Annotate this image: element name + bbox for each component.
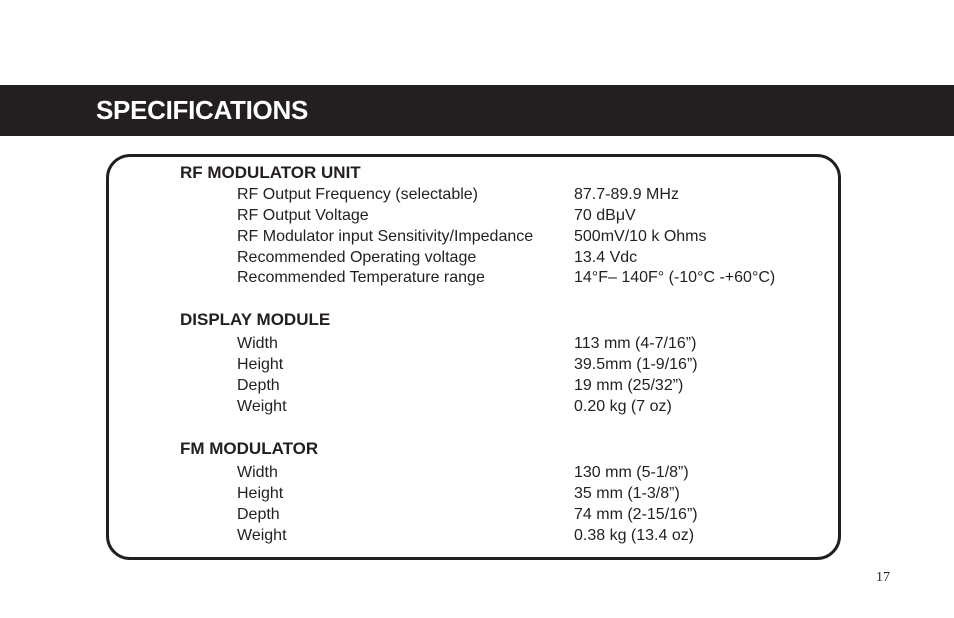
spec-row-rf-output-voltage bbox=[0, 206, 954, 227]
spec-row-display-width bbox=[0, 334, 954, 355]
spec-label: RF Output Voltage bbox=[237, 207, 369, 224]
spec-value: 113 mm (4-7/16”) bbox=[574, 335, 697, 352]
section-title-display-module: DISPLAY MODULE bbox=[180, 310, 331, 329]
spec-value: 70 dBμV bbox=[574, 207, 636, 224]
spec-row-fm-height bbox=[0, 484, 954, 505]
spec-value: 500mV/10 k Ohms bbox=[574, 228, 707, 245]
spec-label: Depth bbox=[237, 506, 280, 523]
spec-label: Recommended Temperature range bbox=[237, 269, 485, 286]
spec-row-temperature-range bbox=[0, 268, 954, 289]
spec-value: 14°F– 140F° (-10°C -+60°C) bbox=[574, 269, 776, 286]
spec-row-fm-depth bbox=[0, 505, 954, 526]
spec-row-display-weight bbox=[0, 397, 954, 418]
spec-label: Height bbox=[237, 485, 284, 502]
spec-value: 0.20 kg (7 oz) bbox=[574, 398, 672, 415]
spec-row-display-height bbox=[0, 355, 954, 376]
spec-label: Width bbox=[237, 464, 278, 481]
spec-row-rf-input-sensitivity bbox=[0, 227, 954, 248]
spec-value: 13.4 Vdc bbox=[574, 249, 638, 266]
spec-label: RF Modulator input Sensitivity/Impedance bbox=[237, 228, 534, 245]
spec-value: 87.7-89.9 MHz bbox=[574, 186, 679, 203]
page-title: SPECIFICATIONS bbox=[96, 95, 309, 125]
spec-value: 0.38 kg (13.4 oz) bbox=[574, 527, 695, 544]
spec-row-display-depth bbox=[0, 376, 954, 397]
spec-label: Width bbox=[237, 335, 278, 352]
section-title-fm-modulator: FM MODULATOR bbox=[180, 439, 319, 458]
spec-value: 35 mm (1-3/8”) bbox=[574, 485, 680, 502]
spec-value: 39.5mm (1-9/16”) bbox=[574, 356, 698, 373]
spec-value: 130 mm (5-1/8”) bbox=[574, 464, 689, 481]
spec-label: Weight bbox=[237, 398, 287, 415]
spec-row-operating-voltage bbox=[0, 248, 954, 269]
spec-row-fm-weight bbox=[0, 526, 954, 547]
spec-label: Height bbox=[237, 356, 284, 373]
spec-label: RF Output Frequency (selectable) bbox=[237, 186, 478, 203]
spec-value: 74 mm (2-15/16”) bbox=[574, 506, 698, 523]
header-bar bbox=[0, 85, 954, 136]
spec-label: Weight bbox=[237, 527, 287, 544]
section-title-rf-modulator-unit: RF MODULATOR UNIT bbox=[180, 163, 361, 182]
spec-label: Recommended Operating voltage bbox=[237, 249, 477, 266]
spec-row-fm-width bbox=[0, 463, 954, 484]
spec-value: 19 mm (25/32”) bbox=[574, 377, 684, 394]
spec-row-rf-output-frequency bbox=[0, 185, 954, 206]
spec-label: Depth bbox=[237, 377, 280, 394]
page-number: 17 bbox=[876, 570, 890, 585]
